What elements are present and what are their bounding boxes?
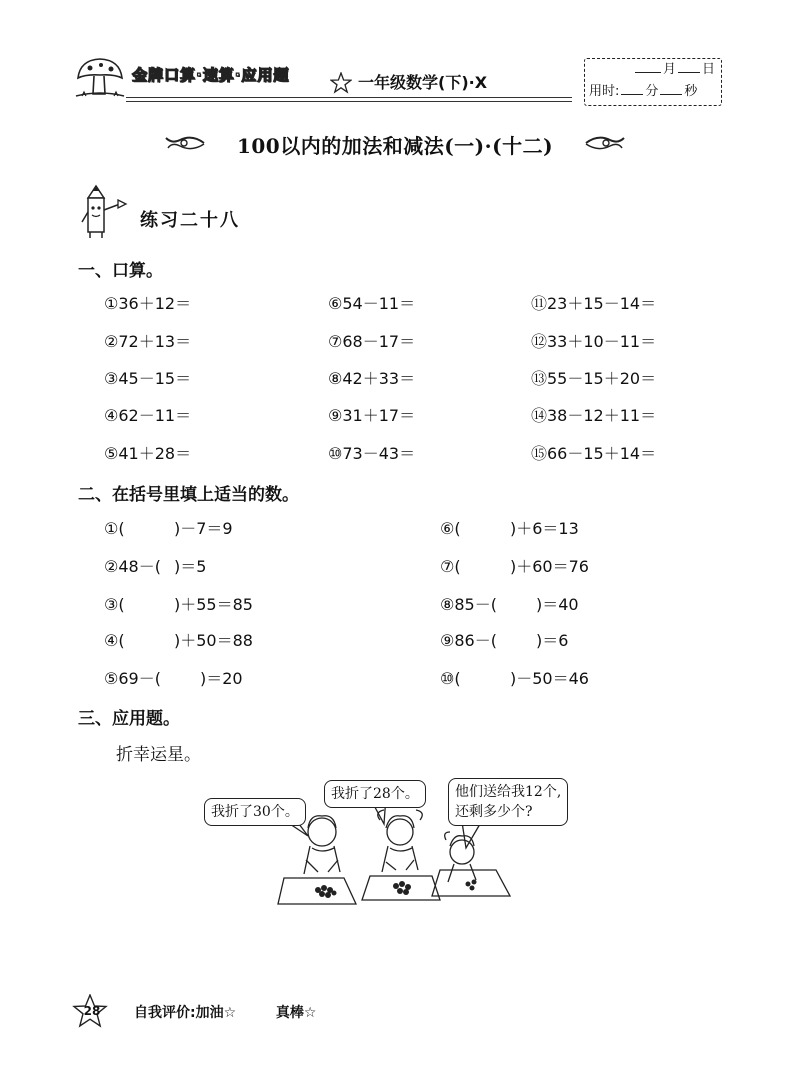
oral-question: ⑤41＋28＝	[104, 444, 192, 463]
fill-question	[440, 592, 579, 615]
fill-question-prefix: ②48－(	[104, 557, 161, 576]
fill-question-prefix: ③(	[104, 595, 125, 614]
fill-question-prefix: ⑨86－(	[440, 631, 497, 650]
section3-heading: 三、应用题。	[78, 709, 180, 729]
fill-question	[104, 554, 206, 577]
fill-question-suffix: )－7＝9	[174, 519, 233, 538]
self-evaluation	[134, 1002, 316, 1022]
fill-question	[104, 516, 233, 539]
oral-question: ⑦68－17＝	[328, 332, 416, 351]
fill-question-prefix: ①(	[104, 519, 125, 538]
header-rule	[126, 101, 572, 102]
bubble-text: 我折了28个。	[331, 786, 419, 802]
oral-question: ③45－15＝	[104, 369, 192, 388]
oral-question: ⑫33＋10－11＝	[531, 332, 657, 351]
oral-question: ⑥54－11＝	[328, 294, 416, 313]
header-rule	[126, 97, 572, 98]
date-line	[633, 60, 715, 80]
practice-label: 练习二十八	[140, 210, 240, 231]
month-blank[interactable]	[635, 60, 661, 73]
fill-question-suffix: )＋6＝13	[510, 519, 579, 538]
fill-question	[104, 666, 243, 689]
fill-question-prefix: ④(	[104, 631, 125, 650]
fill-question	[440, 554, 589, 577]
oral-question: ⑨31＋17＝	[328, 406, 416, 425]
speech-bubble-girl2	[448, 778, 568, 826]
eval-good: 真棒☆	[275, 1005, 317, 1021]
second-blank[interactable]	[660, 82, 682, 95]
fill-question-suffix: )＋50＝88	[174, 631, 253, 650]
series-title: 金牌口算·速算·应用题	[132, 66, 290, 84]
date-time-box	[584, 58, 722, 106]
lucky-star-illustration	[200, 774, 600, 908]
oral-question: ⑬55－15＋20＝	[531, 369, 657, 388]
speech-bubble-girl1	[324, 780, 426, 808]
bubble-text: 他们送给我12个,	[455, 784, 562, 800]
section2-heading: 二、在括号里填上适当的数。	[78, 485, 299, 505]
page-title: 100以内的加法和减法(一)·(十二)	[236, 134, 554, 158]
time-line	[589, 82, 697, 102]
oral-question: ⑧42＋33＝	[328, 369, 416, 388]
oral-question: ⑪23＋15－14＝	[531, 294, 657, 313]
fill-question-suffix: )＋60＝76	[510, 557, 589, 576]
page-number: 28	[83, 1004, 101, 1018]
fill-question-suffix: )＝5	[174, 557, 207, 576]
fill-question-suffix: )＝20	[200, 669, 243, 688]
fill-question	[440, 628, 568, 651]
fill-question-suffix: )＝6	[536, 631, 569, 650]
bubble-text: 我折了30个。	[211, 804, 299, 820]
fill-question	[104, 592, 253, 615]
fill-question	[440, 666, 589, 689]
month-label: 月	[662, 62, 676, 77]
second-label: 秒	[684, 84, 698, 99]
star-icon	[330, 72, 352, 94]
oral-question: ④62－11＝	[104, 406, 192, 425]
day-blank[interactable]	[678, 60, 700, 73]
title-ornament-right-icon	[584, 130, 628, 156]
oral-question: ⑮66－15＋14＝	[531, 444, 657, 463]
minute-blank[interactable]	[621, 82, 643, 95]
fill-question	[104, 628, 253, 651]
minute-label: 分	[645, 84, 659, 99]
pencil-mascot-icon	[74, 182, 132, 240]
fill-question-prefix: ⑩(	[440, 669, 461, 688]
fill-question-prefix: ⑦(	[440, 557, 461, 576]
fill-question-suffix: )＝40	[536, 595, 579, 614]
fill-question	[440, 516, 579, 539]
fill-question-suffix: )－50＝46	[510, 669, 589, 688]
oral-question: ⑭38－12＋11＝	[531, 406, 657, 425]
oral-question: ②72＋13＝	[104, 332, 192, 351]
oral-question: ⑩73－43＝	[328, 444, 416, 463]
day-label: 日	[701, 62, 715, 77]
title-ornament-left-icon	[162, 130, 206, 156]
bubble-text: 还剩多少个?	[455, 804, 533, 820]
fill-question-prefix: ⑧85－(	[440, 595, 497, 614]
eval-label: 自我评价:加油☆	[134, 1005, 237, 1021]
section1-heading: 一、口算。	[78, 261, 163, 281]
fill-question-suffix: )＋55＝85	[174, 595, 253, 614]
oral-question: ①36＋12＝	[104, 294, 192, 313]
mushroom-logo-icon	[74, 56, 126, 102]
story-intro: 折幸运星。	[116, 745, 201, 765]
fill-question-prefix: ⑤69－(	[104, 669, 161, 688]
speech-bubble-boy	[204, 798, 306, 826]
time-label: 用时:	[589, 84, 620, 99]
grade-title: 一年级数学(下)·X	[358, 73, 488, 92]
fill-question-prefix: ⑥(	[440, 519, 461, 538]
